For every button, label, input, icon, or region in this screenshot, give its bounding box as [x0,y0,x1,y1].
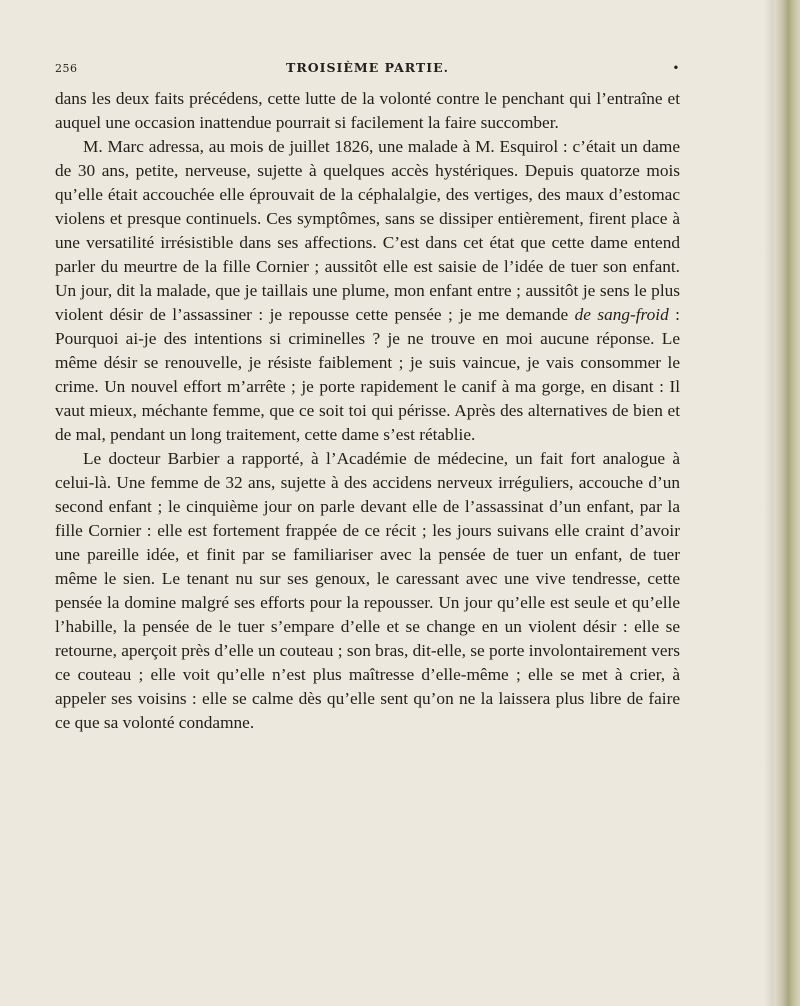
paragraph-2-continuation: : Pourquoi ai-je des intentions si criminelles ? je ne trouve en moi aucune réponse. Le même désir se renouvelle, je résiste faiblement ; je suis vaincue, je vais consommer le crime. Un nouvel effort m’arrête ; je porte rapidement le canif à ma gorge, en disant : Il vaut mieux, méchante femme, que ce soit toi qui périsse. Après des alternatives de bien et de mal, pendant un long traitement, cette dame s’est rétablie. [55,305,680,444]
page-header [55,58,680,80]
paragraph-2-text: M. Marc adressa, au mois de juillet 1826, une malade à M. Esquirol : c’était un dame de 30 ans, petite, nerveuse, sujette à quelques accès hystériques. Depuis quatorze mois qu’elle était accouchée elle éprouvait de la céphalalgie, des vertiges, des maux d’estomac violens et presque continuels. Ces symptômes, sans se dissiper entièrement, firent place à une versatilité irrésistible dans ses affections. C’est dans cet état que cette dame entend parler du meurtre de la fille Cornier ; aussitôt elle est saisie de l’idée de tuer son enfant. Un jour, dit la malade, que je taillais une plume, mon enfant entre ; aussitôt je sens le plus violent désir de l’assassiner : je repousse cette pensée ; je me demande [55,137,680,324]
header-mark: • [672,61,680,75]
page-edge [774,0,800,1006]
page-number: 256 [55,62,78,75]
paragraph-3: Le docteur Barbier a rapporté, à l’Académie de médecine, un fait fort analogue à celui-là. Une femme de 32 ans, sujette à des accidens nerveux irréguliers, accouche d’un second enfant ; le cinquième jour on parle devant elle de l’assassinat d’un enfant, par la fille Cornier : elle est fortement frappée de ce récit ; les jours suivans elle craint d’avoir une pareille idée, et finit par se familiariser avec la pensée de tuer un enfant, de tuer même le sien. Le tenant nu sur ses genoux, le caressant avec une vive tendresse, cette pensée la domine malgré ses efforts pour la repousser. Un jour qu’elle est seule et qu’elle l’habille, la pensée de le tuer s’empare d’elle et se change en un violent désir : elle se retourne, aperçoit près d’elle un couteau ; son bras, dit-elle, se porte involontairement vers ce couteau ; elle voit qu’elle n’est plus maîtresse d’elle-même ; elle se met à crier, à appeler ses voisins : elle se calme dès qu’elle sent qu’on ne la laissera plus libre de faire ce que sa volonté condamne. [55,449,680,732]
paragraph-1: dans les deux faits précédens, cette lutte de la volonté contre le penchant qui l’entraîne et auquel une occasion inattendue pourrait si facilement la faire succomber. [55,89,680,132]
paragraph-2 [55,135,680,447]
running-head: TROISIÈME PARTIE. [286,60,449,75]
italic-phrase: de sang-froid [574,305,669,324]
body-text [55,87,680,735]
page-edge-shadow [764,0,774,1006]
